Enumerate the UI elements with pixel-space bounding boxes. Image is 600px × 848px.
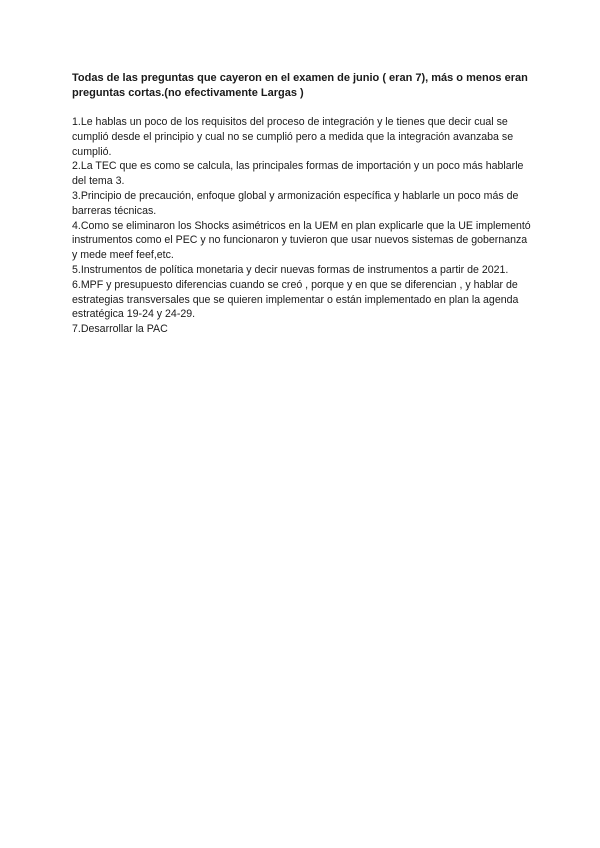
question-item-6: 6.MPF y presupuesto diferencias cuando se creó , porque y en que se diferencian , y hablar de estrategias transversales que se quieren implementar o están implementado en plan la agenda estratégica 19-24 y 24-29.: [72, 278, 519, 321]
question-item-5: 5.Instrumentos de política monetaria y decir nuevas formas de instrumentos a partir de 2021.: [72, 263, 509, 276]
question-item-1: 1.Le hablas un poco de los requisitos del proceso de integración y le tienes que decir cual se cumplió desde el principio y cual no se cumplió pero a medida que la integración avanzaba se cumplió.: [72, 116, 514, 158]
question-item-7: 7.Desarrollar la PAC: [72, 323, 168, 336]
question-item-2: 2.La TEC que es como se calcula, las principales formas de importación y un poco más hablarle del tema 3.: [72, 160, 524, 188]
document-body: [72, 71, 532, 337]
question-item-3: 3.Principio de precaución, enfoque global y armonización específica y hablarle un poco más de barreras técnicas.: [72, 189, 519, 217]
document-heading: Todas de las preguntas que cayeron en el examen de junio ( eran 7), más o menos eran preguntas cortas.(no efectivamente Largas ): [72, 72, 528, 99]
question-item-4: 4.Como se eliminaron los Shocks asimétricos en la UEM en plan explicarle que la UE implementó instrumentos como el PEC y no funcionaron y tuvieron que usar nuevos sistemas de gobernanza y mede meef feef,etc.: [72, 219, 531, 262]
